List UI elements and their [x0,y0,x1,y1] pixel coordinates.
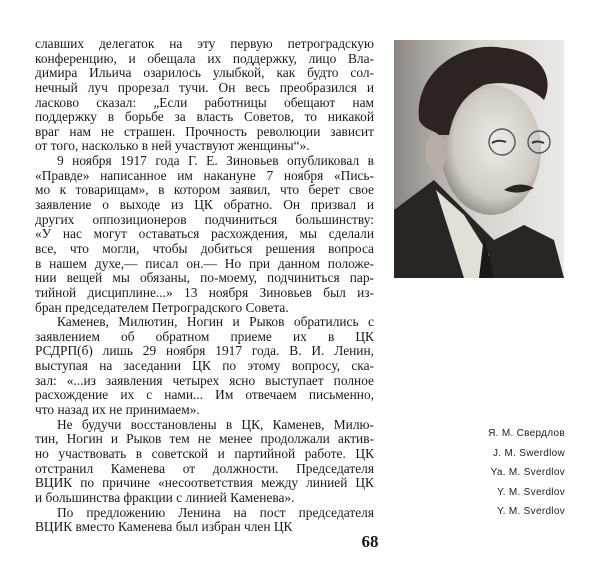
portrait-photo [394,40,564,278]
text-line: 9 ноября 1917 года Г. Е. Зиновьев опубликовал в [57,153,374,169]
text-line: и большинства фракции с линией Каменева». [35,489,295,505]
text-line: мо к товарищам», в котором заявил, что берет свое [35,182,374,198]
text-line: тин, Ногин и Рыков тем не менее продолжали актив- [35,431,374,447]
text-line: но участвовать в советской и партийной работе. ЦК [35,445,374,461]
text-line: конференцию, и обещала их поддержку, лицо Вла- [35,50,374,66]
text-line: отстранил Каменева от должности. Председателя [35,460,374,476]
body-text [35,37,374,535]
text-line: поддержку в борьбе за власть Советов, то никакой [35,109,374,125]
caption-spanish: Y. M. Sverdlov [497,506,565,518]
text-line: «У нас могут оставаться расхождения, мы сделали [35,226,374,242]
caption-french: Y. M. Sverdlov [497,486,565,498]
text-line: ВЦИК вместо Каменева был избран член ЦК [35,519,293,535]
text-line: расхождение их с нами... Им отвечаем письменно, [35,387,374,403]
text-line: заявлением об обратном приеме их в ЦК [35,328,374,344]
text-line: ВЦИК по причине «несоответствия между линией ЦК [35,475,374,491]
text-line: нечный луч прорезал тучи. Он весь преобразился и [35,79,374,95]
text-line: РСДРП(б) лишь 29 ноября 1917 года. В. И. Ленин, [35,343,374,359]
text-line: Каменев, Милютин, Ногин и Рыков обратились с [57,314,374,330]
text-line: тийной дисциплине...» 13 ноября Зиновьев был из- [35,284,374,300]
text-line: Не будучи восстановлены в ЦК, Каменев, Милю- [57,416,374,432]
caption-german: J. M. Swerdlow [493,447,565,459]
text-line: «Правде» написанное им накануне 7 ноября «Пись- [35,167,374,183]
photo-captions [488,424,565,522]
text-line: ласково сказал: „Если работницы обещают нам [35,94,374,110]
text-line: нии вещей мы обязаны, по-моему, подчиниться пар- [35,270,374,286]
page-number: 68 [361,532,379,551]
text-line: По предложению Ленина на пост председателя [57,504,374,520]
text-line: что назад их не принимаем». [35,402,200,418]
text-line: бран председателем Петроградского Совета. [35,299,289,315]
text-line: славших делегаток на эту первую петроградскую [35,36,374,51]
text-line: заявление о выходе из ЦК обратно. Он призвал и [35,197,374,213]
text-line: димира Ильича озарилось улыбкой, как будто сол- [35,65,374,81]
text-line: выступая на заседании ЦК по этому вопросу, ска- [35,358,374,374]
text-line: зал: «...из заявления четырех ясно выступает полное [35,372,374,388]
text-line: других оппозиционеров подчиниться большинству: [35,211,374,227]
text-line: враг нам не страшен. Прочность революции зависит [35,123,374,139]
caption-english: Ya. M. Sverdlov [490,467,565,479]
text-line: в нашем духе,— писал он.— Но при данном положе- [35,255,374,271]
text-line: все, что могли, чтобы добиться решения вопроса [35,240,374,256]
caption-russian: Я. М. Свердлов [488,428,565,439]
text-line: от того, насколько в ней участвуют женщины“». [35,138,310,154]
